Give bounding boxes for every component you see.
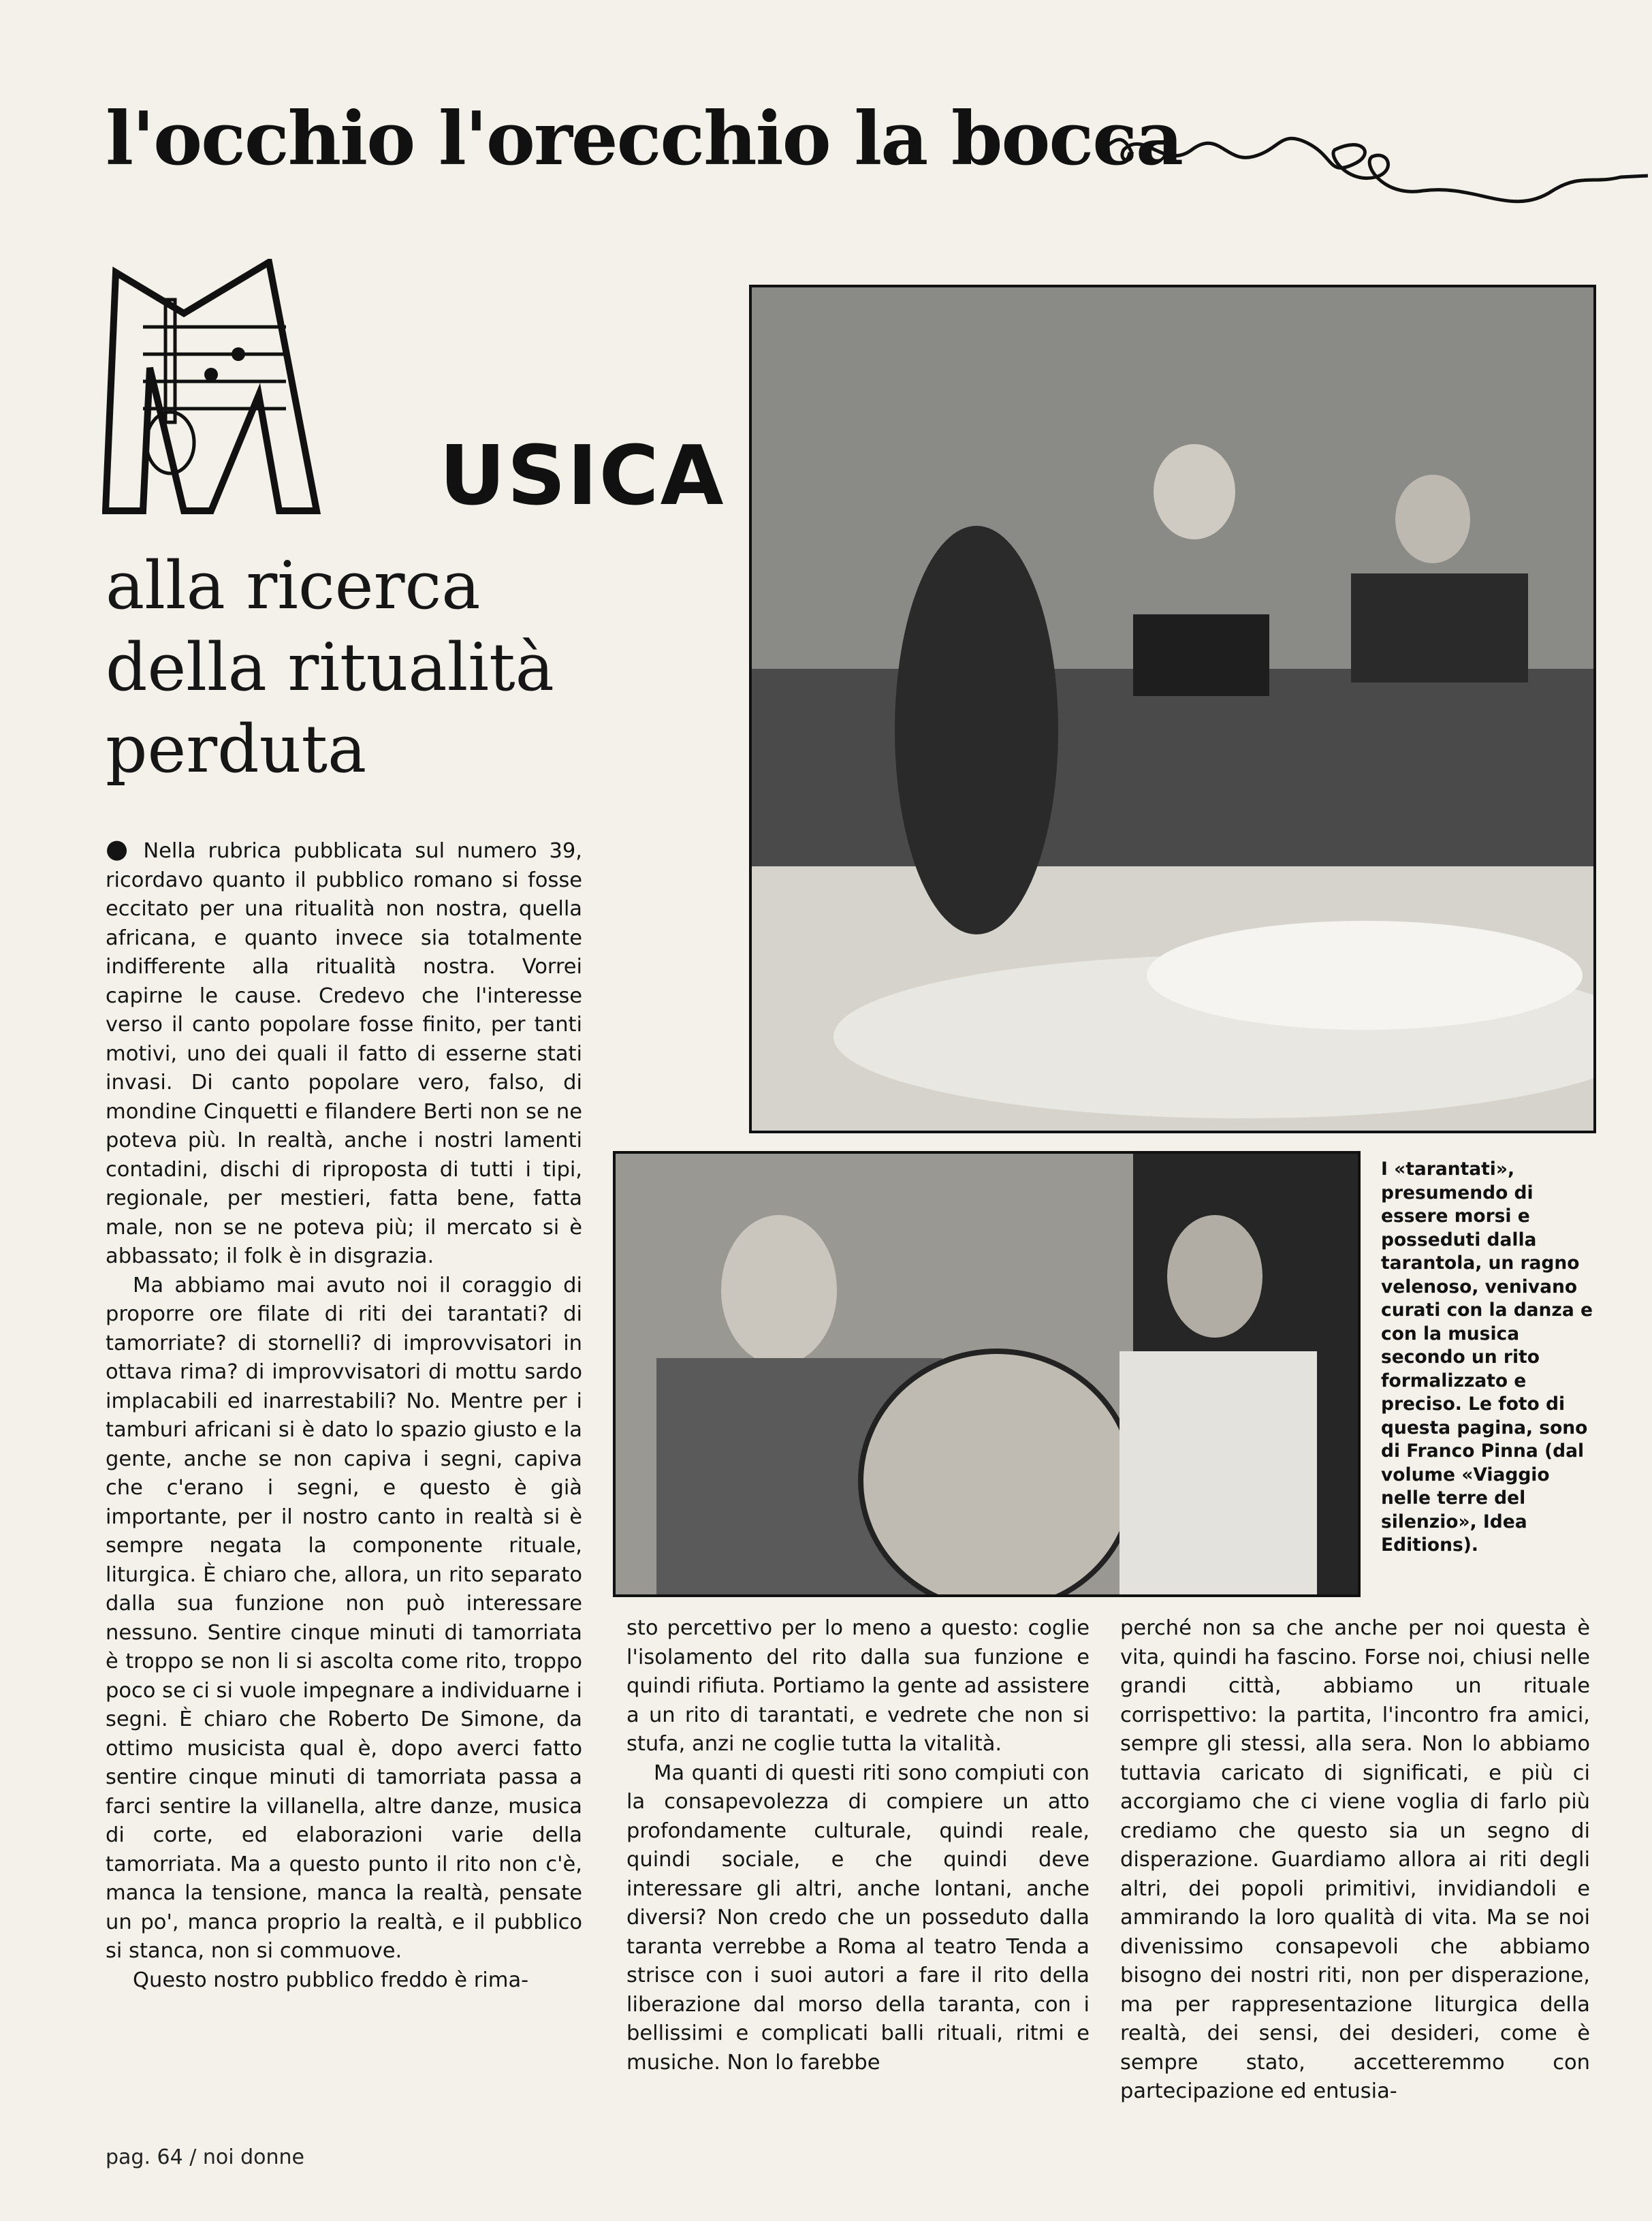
squiggle-decoration — [1103, 109, 1648, 211]
section-title: l'occhio l'orecchio la bocca — [106, 96, 1182, 182]
photo-woman-tambourine — [613, 1151, 1361, 1597]
subtitle-line: perduta — [106, 711, 367, 787]
subtitle-line: della ritualità — [106, 629, 554, 706]
paragraph: sto percettivo per lo meno a questo: coglie l'isolamento del rito dalla sua funzione e quindi rifiuta. Portiamo la gente ad assistere a un rito di tarantati, e vedrete che non si stufa, anzi ne coglie tutta la vitalità. — [626, 1616, 1090, 1756]
musica-logo — [102, 259, 443, 518]
paragraph: perché non sa che anche per noi questa è vita, quindi ha fascino. Forse noi, chiusi nelle grandi città, abbiamo un rituale corrispettivo: la partita, l'incontro fra amici, sempre gli stessi, alla sera. Non lo abbiamo tuttavia caricato di significati, e più ci accorgiamo che ci viene voglia di farlo più crediamo che questo sia un segno di disperazione. Guardiamo allora ai riti degli altri, dei popoli primitivi, invidiandoli e ammirando la loro qualità di vita. Ma se noi divenissimo consapevoli che abbiamo bisogno dei nostri riti, non per disperazione, ma per rappresentazione liturgica della realtà, dei sensi, dei desideri, come è sempre stato, accetteremmo con partecipazione ed entusia- — [1120, 1616, 1590, 2103]
bullet-icon: ● — [106, 834, 134, 864]
page-footer: pag. 64 / noi donne — [106, 2145, 305, 2169]
text-column-1 — [106, 834, 582, 1995]
article-subtitle — [106, 545, 691, 790]
subtitle-line: alla ricerca — [106, 548, 481, 624]
paragraph: Questo nostro pubblico freddo è rima- — [133, 1968, 529, 1992]
paragraph: Ma abbiamo mai avuto noi il coraggio di proporre ore filate di riti dei tarantati? di tamorriate? di stornelli? di improvvisatori in ottava rima? di improvvisatori di mottu sardo implacabili ed inarrestabili? No. Mentre per i tamburi africani si è dato lo spazio giusto e la gente, anche se non capiva i segni, capiva che c'erano i segni, e questo è già importante, per il nostro canto in realtà si è sempre negata la componente rituale, liturgica. È chiaro che, allora, un rito separato dalla sua funzione non può interessare nessuno. Sentire cinque minuti di tamorriata è troppo se non li si ascolta come rito, troppo poco se ci si vuole impegnare a individuarne i segni. È chiaro che Roberto De Simone, da ottimo musicista qual è, dopo averci fatto sentire cinque minuti di tamorriata passa a farci sentire la villanella, altre danze, musica di corte, ed elaborazioni varie della tamorriata. Ma a questo punto il rito non c'è, manca la tensione, manca la realtà, pensate un po', manca proprio la realtà, e il pubblico si stanca, non si commuove. — [106, 1273, 582, 1963]
text-column-3 — [1120, 1614, 1590, 2107]
photo-tarantati-dance — [749, 285, 1596, 1133]
musica-word: USICA — [439, 429, 725, 524]
photo-caption: I «tarantati», presumendo di essere morsi e posseduti dalla tarantola, un ragno velenoso, venivano curati con la danza e con la musica secondo un rito formalizzato e preciso. Le foto di questa pagina, sono di Franco Pinna (dal volume «Viaggio nelle terre del silenzio», Idea Editions). — [1381, 1159, 1593, 1556]
paragraph: ● Nella rubrica pubblicata sul numero 39, ricordavo quanto il pubblico romano si fosse eccitato per una ritualità non nostra, quella africana, e quanto invece sia totalmente indifferente alla ritualità nostra. Vorrei capirne le cause. Credevo che l'interesse verso il canto popolare fosse finito, per tanti motivi, uno dei quali il fatto di esserne stati invasi. Di canto popolare vero, falso, di mondine Cinquetti e filandere Berti non se ne poteva più. In realtà, anche i nostri lamenti contadini, dischi di riproposta di tutti i tipi, regionale, per mestieri, fatta bene, fatta male, non se ne poteva più; il mercato si è abbassato; il folk è in disgrazia. — [106, 834, 582, 1268]
paragraph: Ma quanti di questi riti sono compiuti con la consapevolezza di compiere un atto profondamente culturale, quindi reale, quindi sociale, e che quindi deve interessare gli altri, anche lontani, anche diversi? Non credo che un posseduto dalla taranta verrebbe a Roma al teatro Tenda a strisce con i suoi autori a fare il rito della liberazione dal morso della taranta, con i bellissimi e complicati balli rituali, ritmi e musiche. Non lo farebbe — [626, 1761, 1090, 2075]
text-column-2 — [626, 1614, 1090, 2077]
